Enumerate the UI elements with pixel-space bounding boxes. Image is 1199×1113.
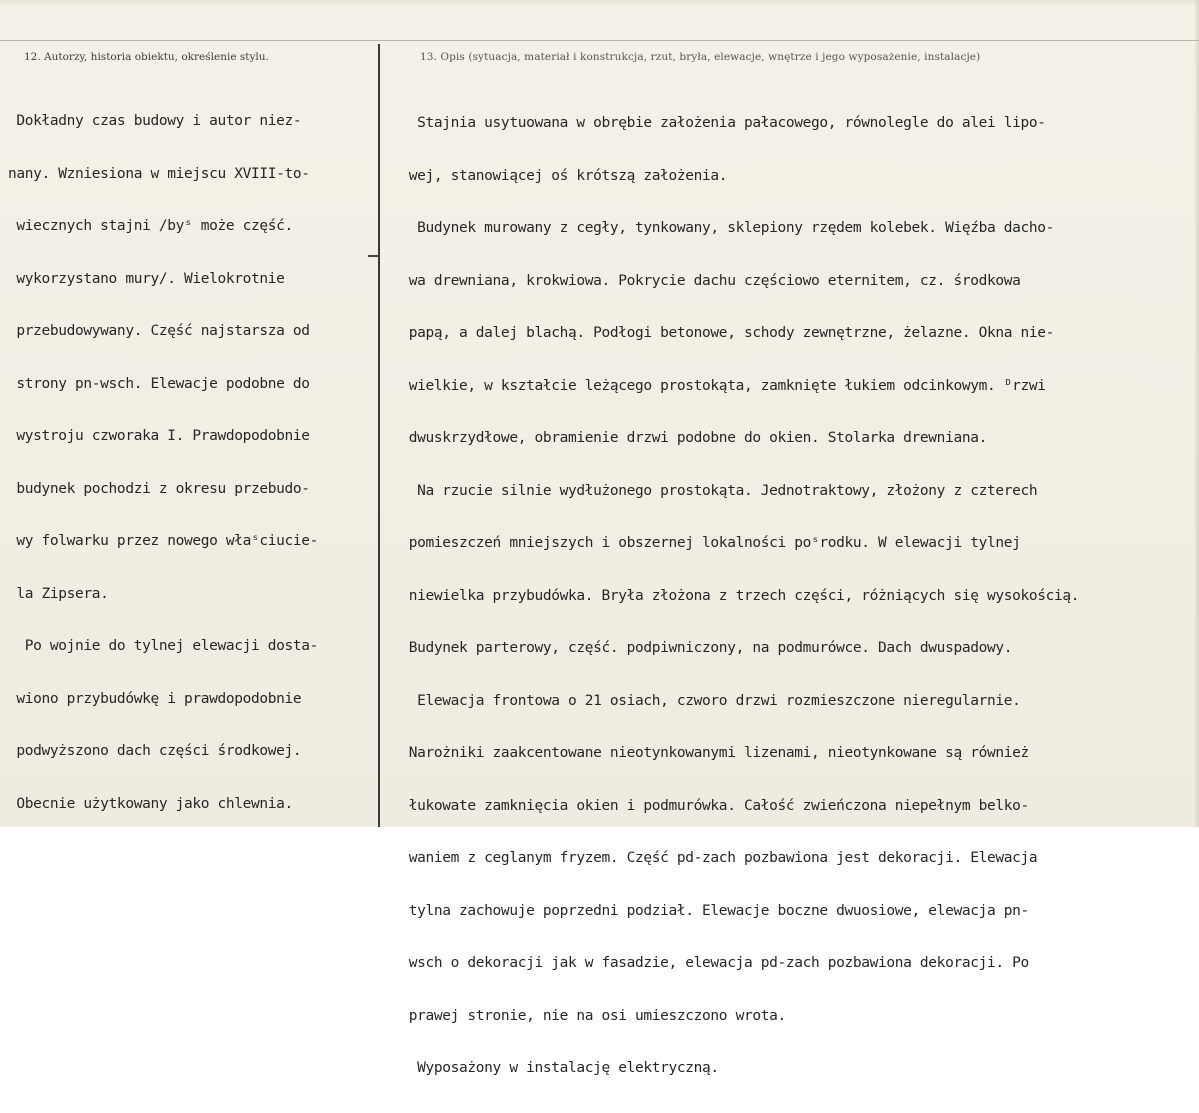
text-line: waniem z ceglanym fryzem. Część pd-zach pozbawiona jest dekoracji. Elewacja bbox=[392, 850, 1038, 866]
text-line: Elewacja frontowa o 21 osiach, czworo drzwi rozmieszczone nieregularnie. bbox=[392, 692, 1021, 709]
right-section-header: 13. Opis (sytuacja, materiał i konstrukcja, rzut, bryła, elewacje, wnętrze i jego wyposażenie, instalacje) bbox=[420, 51, 981, 63]
text-line: przebudowywany. Część najstarsza od bbox=[8, 323, 310, 339]
text-line: wiono przybudówkę i prawdopodobnie bbox=[8, 690, 302, 707]
text-line: Budynek murowany z cegły, tynkowany, sklepiony rzędem kolebek. Więźba dacho- bbox=[392, 220, 1054, 236]
text-line: la Zipsera. bbox=[8, 585, 109, 602]
text-line: Po wojnie do tylnej elewacji dosta- bbox=[8, 638, 319, 654]
text-line: wystroju czworaka I. Prawdopodobnie bbox=[8, 428, 310, 444]
text-line: strony pn-wsch. Elewacje podobne do bbox=[8, 375, 310, 392]
text-line: Budynek parterowy, część. podpiwniczony, na podmurówce. Dach dwuspadowy. bbox=[392, 640, 1013, 656]
page-right-edge bbox=[1194, 0, 1199, 827]
text-line: Narożniki zaakcentowane nieotynkowanymi lizenami, nieotynkowane są również bbox=[392, 745, 1029, 761]
text-line: dwuskrzydłowe, obramienie drzwi podobne do okien. Stolarka drewniana. bbox=[392, 430, 987, 446]
left-section-header: 12. Autorzy, historia obiektu, określenie stylu. bbox=[24, 51, 269, 63]
text-line: nany. Wzniesiona w miejscu XVIII-to- bbox=[8, 165, 310, 182]
text-line: Stajnia usytuowana w obrębie założenia pałacowego, równolegle do alei lipo- bbox=[392, 115, 1046, 131]
text-line: wsch o dekoracji jak w fasadzie, elewacja pd-zach pozbawiona dekoracji. Po bbox=[392, 955, 1029, 971]
text-line: Obecnie użytkowany jako chlewnia. bbox=[8, 795, 293, 812]
right-column-text bbox=[392, 80, 1079, 1113]
text-line: Dokładny czas budowy i autor niez- bbox=[8, 113, 302, 129]
text-line: papą, a dalej blachą. Podłogi betonowe, schody zewnętrzne, żelazne. Okna nie- bbox=[392, 325, 1054, 341]
column-divider bbox=[378, 44, 380, 827]
text-line: wiecznych stajni /byˢ może część. bbox=[8, 218, 293, 234]
text-line: wykorzystano mury/. Wielokrotnie bbox=[8, 270, 285, 287]
text-line: tylna zachowuje poprzedni podział. Elewacje boczne dwuosiowe, elewacja pn- bbox=[392, 902, 1029, 919]
text-line: wy folwarku przez nowego właˢciucie- bbox=[8, 533, 319, 549]
text-line: budynek pochodzi z okresu przebudo- bbox=[8, 480, 310, 497]
text-line: wielkie, w kształcie leżącego prostokąta, zamknięte łukiem odcinkowym. ᴰrzwi bbox=[392, 377, 1046, 394]
text-line: łukowate zamknięcia okien i podmurówka. Całość zwieńczona niepełnym belko- bbox=[392, 797, 1029, 814]
text-line: Wyposażony w instalację elektryczną. bbox=[392, 1060, 719, 1076]
page-top-shadow bbox=[0, 0, 1199, 6]
text-line: wa drewniana, krokwiowa. Pokrycie dachu częściowo eternitem, cz. środkowa bbox=[392, 272, 1021, 289]
text-line: prawej stronie, nie na osi umieszczono wrota. bbox=[392, 1007, 786, 1024]
text-line: podwyższono dach części środkowej. bbox=[8, 743, 302, 759]
divider-tick bbox=[368, 255, 378, 257]
left-column-text bbox=[8, 78, 318, 848]
text-line: niewielka przybudówka. Bryła złożona z trzech części, różniących się wysokością. bbox=[392, 587, 1080, 604]
text-line: pomieszczeń mniejszych i obszernej lokalności poˢrodku. W elewacji tylnej bbox=[392, 535, 1021, 551]
header-rule bbox=[0, 40, 1199, 41]
text-line: wej, stanowiącej oś krótszą założenia. bbox=[392, 167, 728, 184]
text-line: Na rzucie silnie wydłużonego prostokąta. Jednotraktowy, złożony z czterech bbox=[392, 482, 1038, 499]
